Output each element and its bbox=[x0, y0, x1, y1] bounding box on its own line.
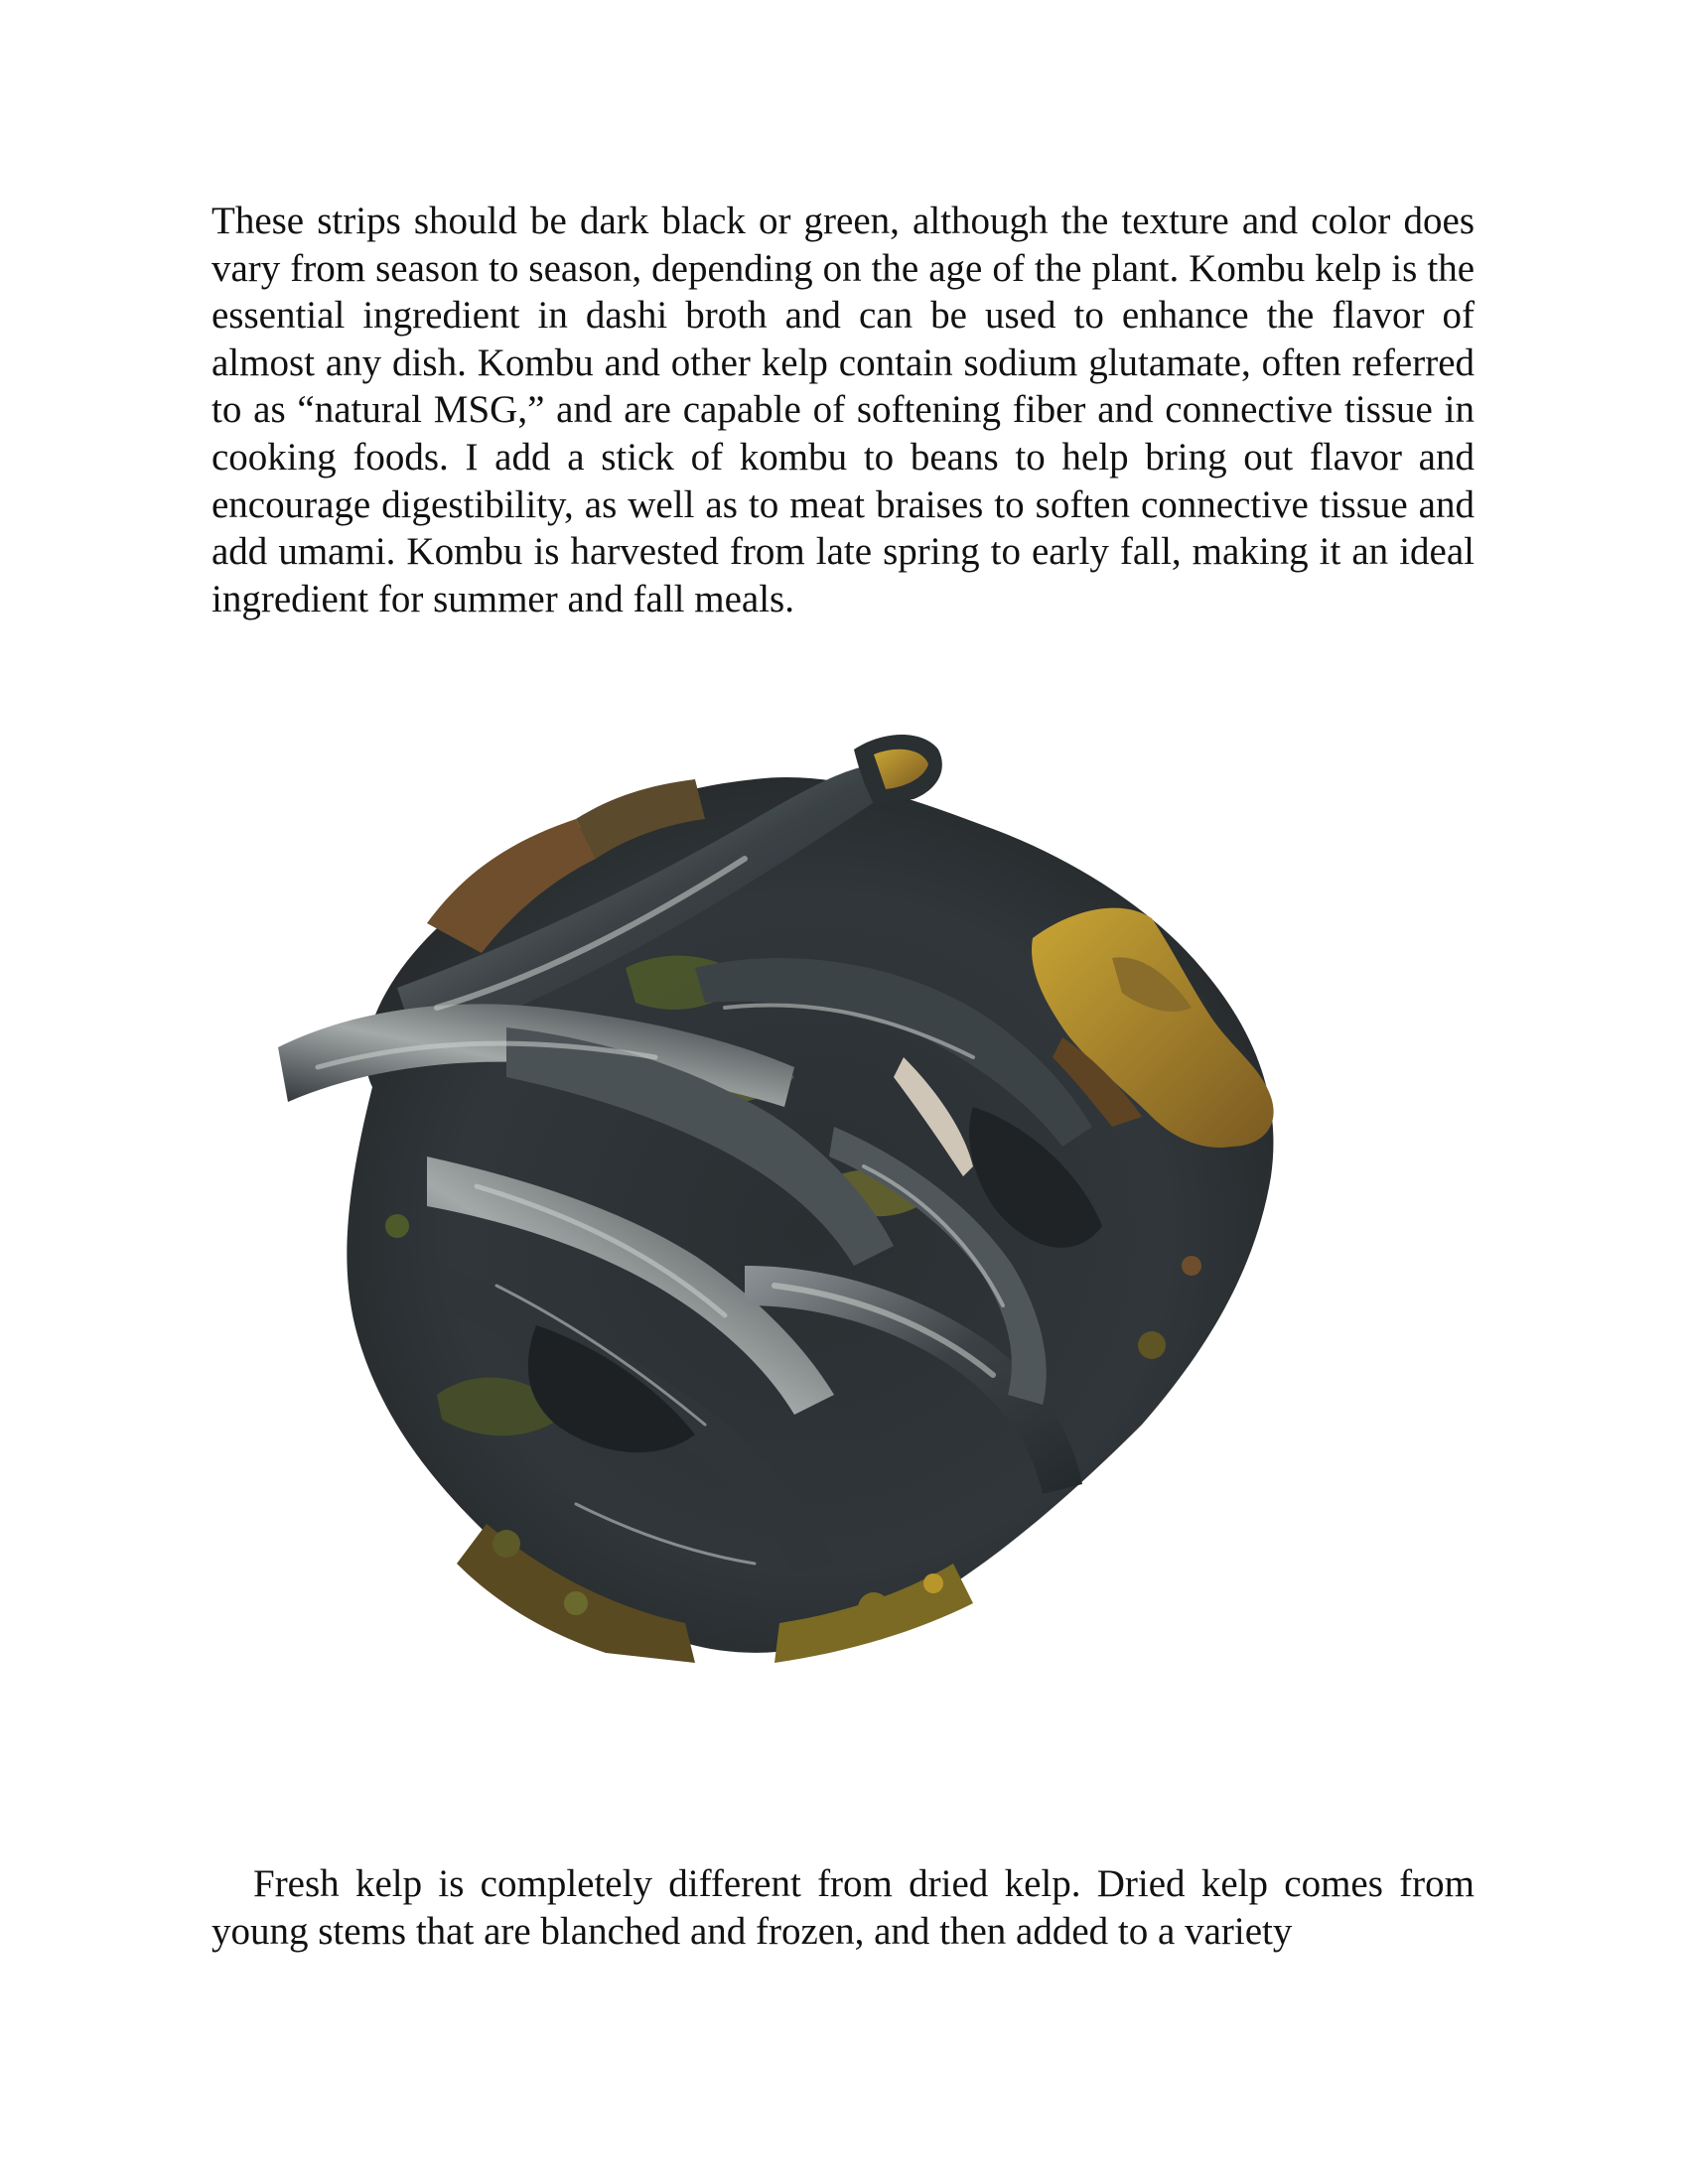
body-paragraph: Fresh kelp is completely different from dried kelp. Dried kelp comes from young stems that are blanched and frozen, and then added to a variety bbox=[211, 1862, 1475, 1953]
body-paragraph: These strips should be dark black or green, although the texture and color does vary from season to season, depending on the age of the plant. Kombu kelp is the essential ingredient in dashi broth and can be used to enhance the flavor of almost any dish. Kombu and other kelp contain sodium glutamate, often referred to as “natural MSG,” and are capable of softening fiber and connective tissue in cooking foods. I add a stick of kombu to beans to help bring out flavor and encourage digestibility, as well as to meat braises to soften connective tissue and add umami. Kombu is harvested from late spring to early fall, making it an ideal ingredient for summer and fall meals. bbox=[211, 200, 1475, 620]
kombu-kelp-photo bbox=[278, 710, 1440, 1792]
